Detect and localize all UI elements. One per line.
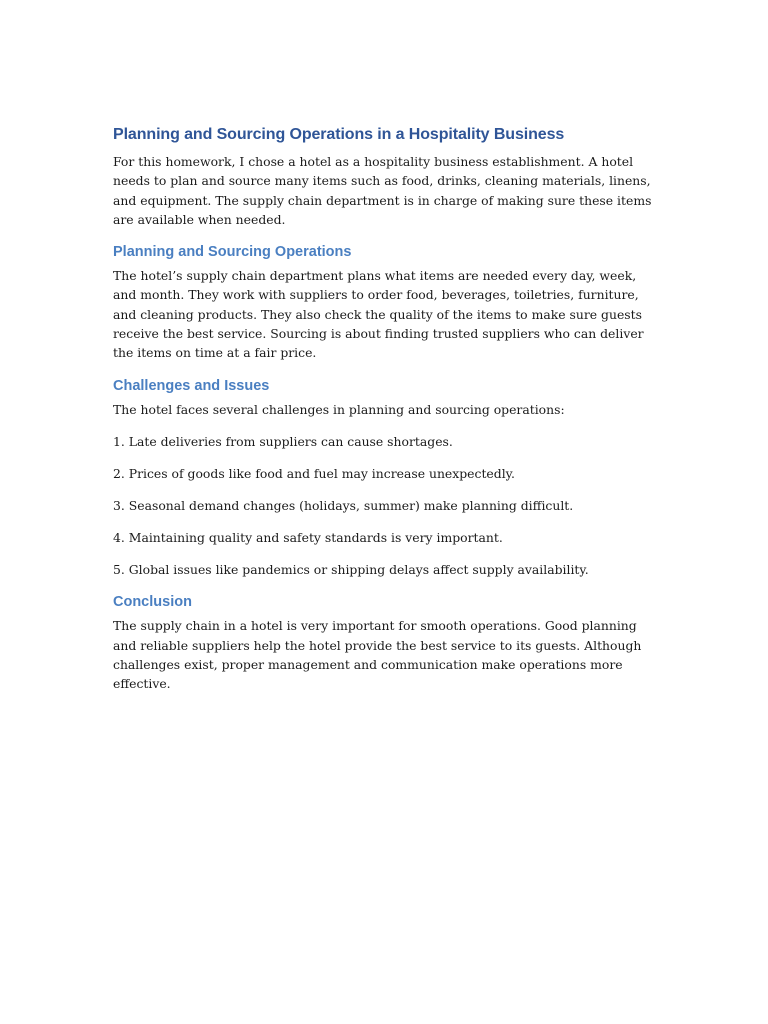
list-item: 2. Prices of goods like food and fuel may increase unexpectedly. — [113, 465, 515, 481]
section-body-challenges: The hotel faces several challenges in planning and sourcing operations: — [113, 401, 565, 417]
section-body-planning: The hotel’s supply chain department plans what items are needed every day, week, and month. They work with suppliers to order food, beverages, toiletries, furniture, and cleaning products. They also check the quality of the items to make sure guests receive the best service. Sourcing is about finding trusted suppliers who can deliver the items on time at a fair price. — [113, 268, 644, 361]
section-body-conclusion: The supply chain in a hotel is very important for smooth operations. Good planning and reliable suppliers help the hotel provide the best service to its guests. Although challenges exist, proper management and communication make operations more effective. — [113, 618, 642, 692]
section-heading-challenges: Challenges and Issues — [113, 377, 270, 394]
document-content — [113, 124, 658, 693]
list-item: 1. Late deliveries from suppliers can cause shortages. — [113, 433, 453, 449]
list-item: 4. Maintaining quality and safety standards is very important. — [113, 530, 503, 546]
intro-paragraph: For this homework, I chose a hotel as a hospitality business establishment. A hotel needs to plan and source many items such as food, drinks, cleaning materials, linens, and equipment. The supply chain department is in charge of making sure these items are available when needed. — [113, 154, 652, 227]
section-heading-planning: Planning and Sourcing Operations — [113, 244, 352, 261]
list-item: 5. Global issues like pandemics or shipping delays affect supply availability. — [113, 562, 589, 578]
section-heading-conclusion: Conclusion — [113, 594, 192, 611]
list-item: 3. Seasonal demand changes (holidays, summer) make planning difficult. — [113, 497, 574, 513]
document-title: Planning and Sourcing Operations in a Hospitality Business — [113, 126, 565, 143]
